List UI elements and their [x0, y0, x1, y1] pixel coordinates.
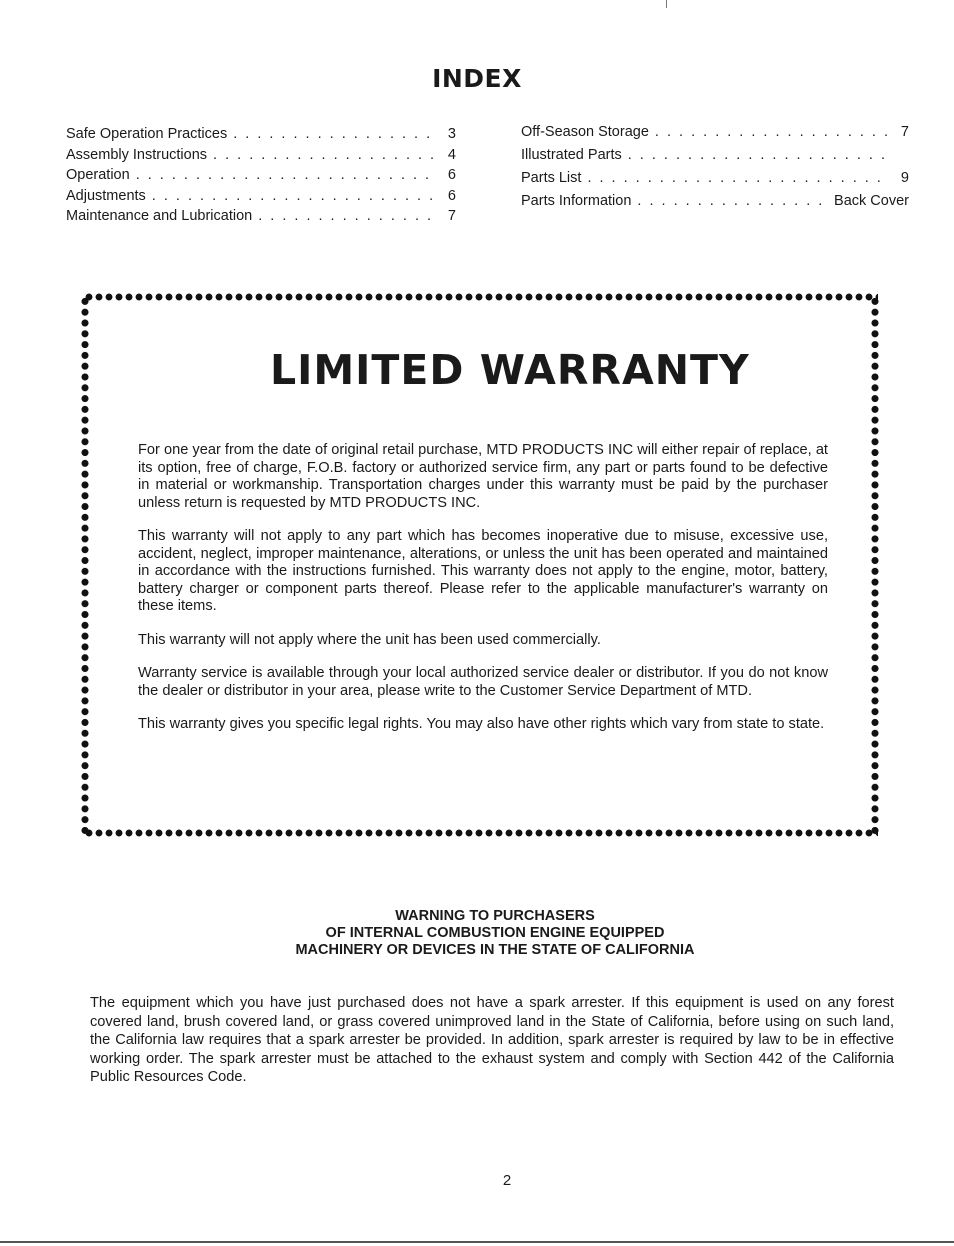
scan-mark	[666, 0, 667, 8]
index-entry-page: 6	[447, 167, 456, 183]
diamond-border-bottom	[84, 828, 878, 838]
index-entry	[66, 206, 456, 227]
warranty-title: LIMITED WARRANTY	[270, 346, 750, 394]
warranty-paragraph: Warranty service is available through your local authorized service dealer or distributor. If you do not know the dealer or distributor in your area, please write to the Customer Service Department of MTD.	[138, 665, 828, 699]
index-entry-page: 6	[447, 187, 456, 204]
index-entry-label: Maintenance and Lubrication	[66, 208, 253, 224]
dot-leader	[136, 165, 434, 186]
index-entry-page: 7	[447, 208, 456, 224]
dot-leader	[587, 167, 887, 190]
index-entry-label: Parts List	[521, 170, 582, 186]
index-entry	[66, 186, 456, 207]
index-entry-label: Operation	[66, 167, 130, 183]
index-entry-label: Parts Information	[521, 193, 632, 209]
warranty-paragraph: For one year from the date of original retail purchase, MTD PRODUCTS INC will either repair of replace, at its option, free of charge, F.O.B. factory or authorized service firm, any part or parts found to be defective in material or workmanship. Transportation charges under this warranty must be paid by the purchaser unless return is requested by MTD PRODUCTS INC.	[138, 442, 828, 511]
index-entry	[521, 144, 909, 167]
index-right-column	[521, 121, 909, 213]
dot-leader	[628, 144, 887, 167]
index-entry-page: Back Cover	[834, 193, 909, 209]
page-number: 2	[502, 1172, 512, 1189]
bottom-rule	[0, 1241, 954, 1243]
index-left-column	[66, 124, 456, 227]
dot-leader	[637, 190, 826, 213]
index-entry	[66, 124, 456, 145]
index-entry-label: Assembly Instructions	[66, 146, 208, 163]
california-warning-body: The equipment which you have just purchased does not have a spark arrester. If this equipment is used on any forest covered land, brush covered land, or grass covered unimproved land in the State of California, before using on such land, the California law requires that a spark arrester be provided. In addition, spark arrester is required by law to be in effective working order. The spark arrester must be attached to the exhaust system and comply with Section 442 of the California Public Resources Code.	[90, 995, 894, 1085]
heading-line: WARNING TO PURCHASERS	[395, 908, 595, 924]
index-entry-label: Adjustments	[66, 187, 146, 204]
index-entry-page: 7	[900, 124, 909, 140]
index-entry-page: 4	[447, 146, 456, 163]
dot-leader	[152, 186, 434, 207]
warranty-paragraph: This warranty gives you specific legal rights. You may also have other rights which vary from state to state.	[138, 716, 825, 732]
index-entry	[521, 167, 909, 190]
index-entry	[66, 145, 456, 166]
index-entry	[66, 165, 456, 186]
index-entry	[521, 121, 909, 144]
warranty-paragraph: This warranty will not apply to any part which has becomes inoperative due to misuse, excessive use, accident, neglect, improper maintenance, alterations, or unless the unit has been operated and maintained in accordance with the instructions furnished. This warranty does not apply to the engine, motor, battery, battery charger or component parts thereof. Please refer to the applicable manufacturer's warranty on these items.	[138, 528, 828, 614]
index-entry-label: Illustrated Parts	[521, 147, 622, 163]
diamond-border-right	[870, 296, 880, 836]
heading-line: MACHINERY OR DEVICES IN THE STATE OF CALIFORNIA	[295, 942, 695, 958]
dot-leader	[655, 121, 887, 144]
index-entry-page: 3	[447, 126, 456, 142]
index-entry	[521, 190, 909, 213]
dot-leader	[213, 145, 434, 166]
warranty-body	[138, 442, 828, 750]
dot-leader	[258, 206, 434, 227]
index-entry-page: 9	[900, 170, 909, 186]
index-title: INDEX	[432, 64, 522, 93]
warranty-paragraph: This warranty will not apply where the unit has been used commercially.	[138, 631, 601, 648]
warranty-box	[84, 296, 878, 836]
california-warning-heading	[0, 908, 954, 959]
index-entry-label: Safe Operation Practices	[66, 126, 228, 142]
diamond-border-left	[80, 296, 90, 836]
dot-leader	[233, 124, 434, 145]
index-entry-label: Off-Season Storage	[521, 124, 649, 140]
heading-line: OF INTERNAL COMBUSTION ENGINE EQUIPPED	[325, 925, 665, 941]
diamond-border-top	[84, 292, 878, 302]
